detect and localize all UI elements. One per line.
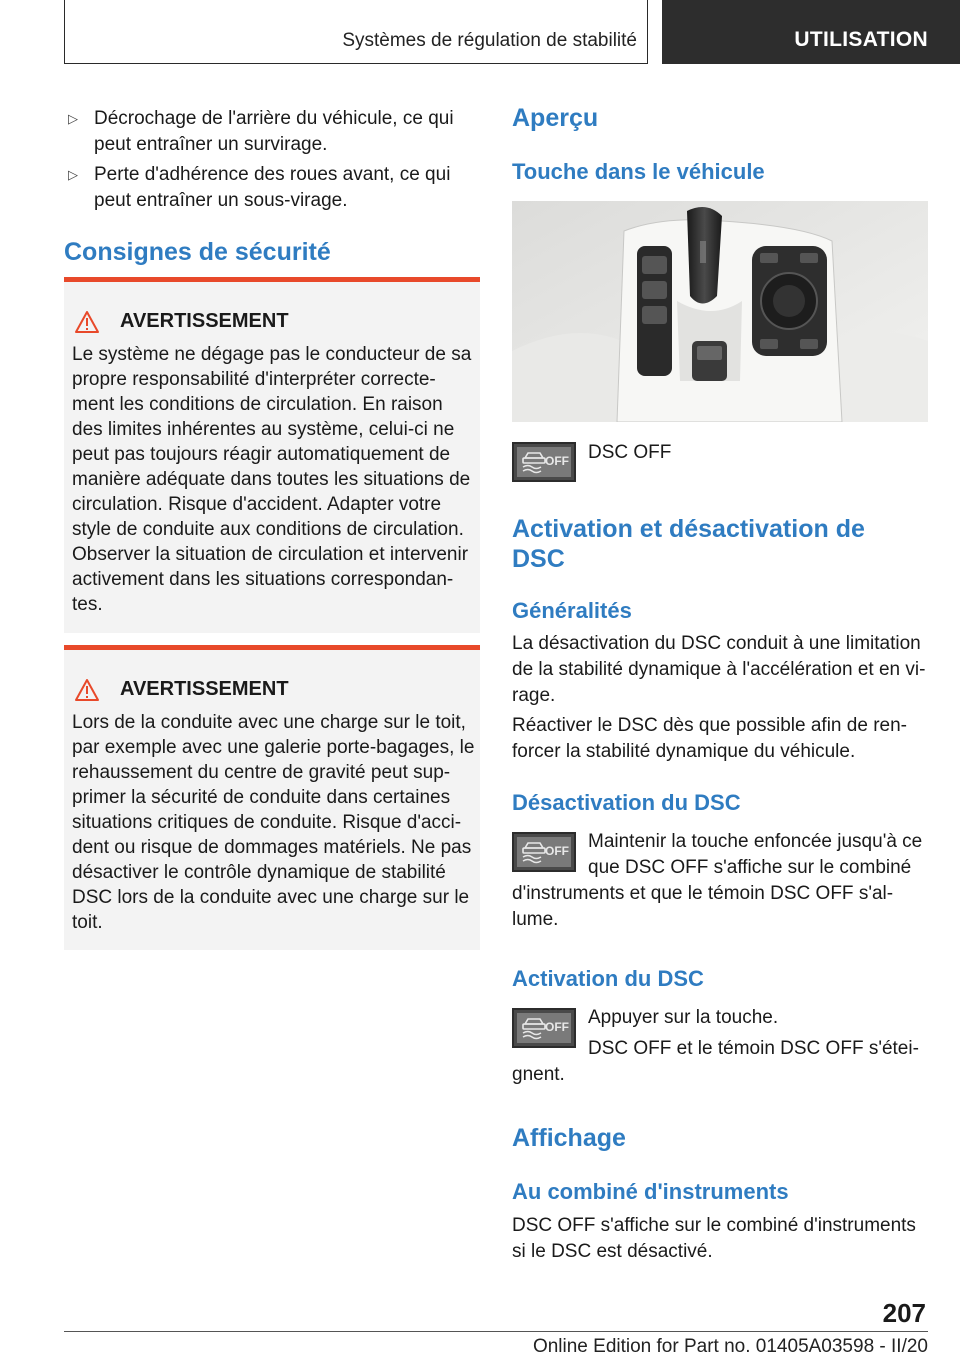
dsc-off-button-icon[interactable] [512, 1008, 576, 1048]
combine-text [512, 1213, 928, 1265]
warning-line: DSC lors de la conduite avec une charge sur le [72, 887, 470, 908]
text-line: lume. [512, 909, 559, 930]
text-line: que DSC OFF s'affiche sur le combiné [588, 857, 912, 878]
warning-line: désactiver le contrôle dynamique de stabilité [72, 862, 446, 883]
warning-line: Observer la situation de circulation et intervenir [72, 544, 469, 565]
list-item-line: peut entraîner un survirage. [94, 134, 328, 155]
activation-heading [512, 514, 865, 574]
text-line: DSC OFF s'affiche sur le combiné d'instruments [512, 1215, 916, 1236]
touche-heading: Touche dans le véhicule [512, 159, 765, 184]
off-label: OFF [545, 844, 569, 858]
center-console-photo [512, 201, 928, 422]
warning-box [64, 645, 480, 950]
skidding-car-icon [520, 449, 548, 475]
chapter-tab[interactable] [662, 0, 960, 64]
text-line: Réactiver le DSC dès que possible afin de ren- [512, 715, 907, 736]
warning-line: ment les conditions de circulation. En raison [72, 394, 443, 415]
activation-step: Appuyer sur la touche. [588, 1007, 779, 1028]
warning-line: peut pas toujours réagir automatiquement de [72, 444, 451, 465]
off-label: OFF [545, 454, 569, 468]
footer-edition: Online Edition for Part no. 01405A03598 - II/20 [532, 1336, 928, 1357]
generalites-heading: Généralités [512, 598, 632, 623]
list-item-line: Décrochage de l'arrière du véhicule, ce qui [94, 108, 454, 129]
warning-line: primer la sécurité de conduite dans certaines [72, 787, 451, 808]
list-item-line: Perte d'adhérence des roues avant, ce qui [94, 164, 451, 185]
activation-dsc-heading: Activation du DSC [512, 966, 704, 991]
text-line: si le DSC est désactivé. [512, 1241, 713, 1262]
warning-line: rehaussement du centre de gravité peut sup- [72, 762, 451, 783]
text-line: de la stabilité dynamique à l'accélération et en vi- [512, 659, 926, 680]
chapter-tab-label: UTILISATION [794, 28, 928, 51]
page-number: 207 [882, 1298, 926, 1328]
generalites-paragraph [512, 713, 928, 765]
activation-step: DSC OFF et le témoin DSC OFF s'étei- [588, 1038, 919, 1059]
safety-heading: Consignes de sécurité [64, 238, 331, 266]
text-line: Maintenir la touche enfoncée jusqu'à ce [588, 831, 923, 852]
dsc-off-button-icon[interactable] [512, 832, 576, 872]
header-section-box [64, 0, 648, 64]
skidding-car-icon [520, 839, 548, 865]
warning-line: tes. [72, 594, 103, 615]
warning-line: dent ou risque de dommages matériels. Ne pas [72, 837, 472, 858]
warning-line: Le système ne dégage pas le conducteur de sa [72, 344, 472, 365]
combine-heading: Au combiné d'instruments [512, 1179, 789, 1204]
warning-line: circulation. Risque d'accident. Adapter votre [72, 494, 442, 515]
text-line: d'instruments et que le témoin DSC OFF s'al- [512, 883, 894, 904]
desactivation-heading: Désactivation du DSC [512, 790, 741, 815]
heading-line: Activation et désactivation de [512, 515, 865, 543]
warning-line: Lors de la conduite avec une charge sur le toit, [72, 712, 466, 733]
triangle-bullet-icon: ▷ [68, 167, 78, 182]
text-line: La désactivation du DSC conduit à une limitation [512, 633, 921, 654]
text-line: forcer la stabilité dynamique du véhicule. [512, 741, 856, 762]
warning-line: des limites inhérentes au système, celui-ci ne [72, 419, 455, 440]
section-title: Systèmes de régulation de stabilité [342, 30, 637, 51]
heading-line: DSC [512, 545, 565, 573]
desactivation-text [512, 881, 893, 933]
text-line: rage. [512, 685, 556, 706]
list-item-line: peut entraîner un sous-virage. [94, 190, 348, 211]
warning-line: manière adéquate dans toutes les situations de [72, 469, 471, 490]
warning-line: situations critiques de conduite. Risque d'acci- [72, 812, 462, 833]
skidding-car-icon [520, 1015, 548, 1041]
center-console-illustration [512, 201, 928, 422]
button-caption: DSC OFF [588, 442, 672, 463]
warning-text [72, 710, 478, 935]
warning-line: toit. [72, 912, 103, 933]
warning-box [64, 277, 480, 633]
triangle-bullet-icon: ▷ [68, 111, 78, 126]
warning-label: AVERTISSEMENT [120, 678, 289, 700]
warning-triangle-icon [74, 310, 100, 334]
off-label: OFF [545, 1020, 569, 1034]
warning-line: par exemple avec une galerie porte-bagages, le [72, 737, 475, 758]
generalites-paragraph [512, 631, 928, 709]
warning-line: activement dans les situations correspondan- [72, 569, 454, 590]
affichage-heading: Affichage [512, 1124, 626, 1152]
warning-line: propre responsabilité d'interpréter correcte- [72, 369, 436, 390]
desactivation-text [588, 829, 922, 881]
footer-divider [64, 1331, 928, 1332]
warning-line: style de conduite aux conditions de circulation. [72, 519, 464, 540]
apercu-heading: Aperçu [512, 104, 599, 132]
activation-step: gnent. [512, 1064, 565, 1085]
warning-label: AVERTISSEMENT [120, 310, 289, 332]
dsc-off-button-icon[interactable] [512, 442, 576, 482]
warning-text [72, 342, 478, 617]
warning-triangle-icon [74, 678, 100, 702]
